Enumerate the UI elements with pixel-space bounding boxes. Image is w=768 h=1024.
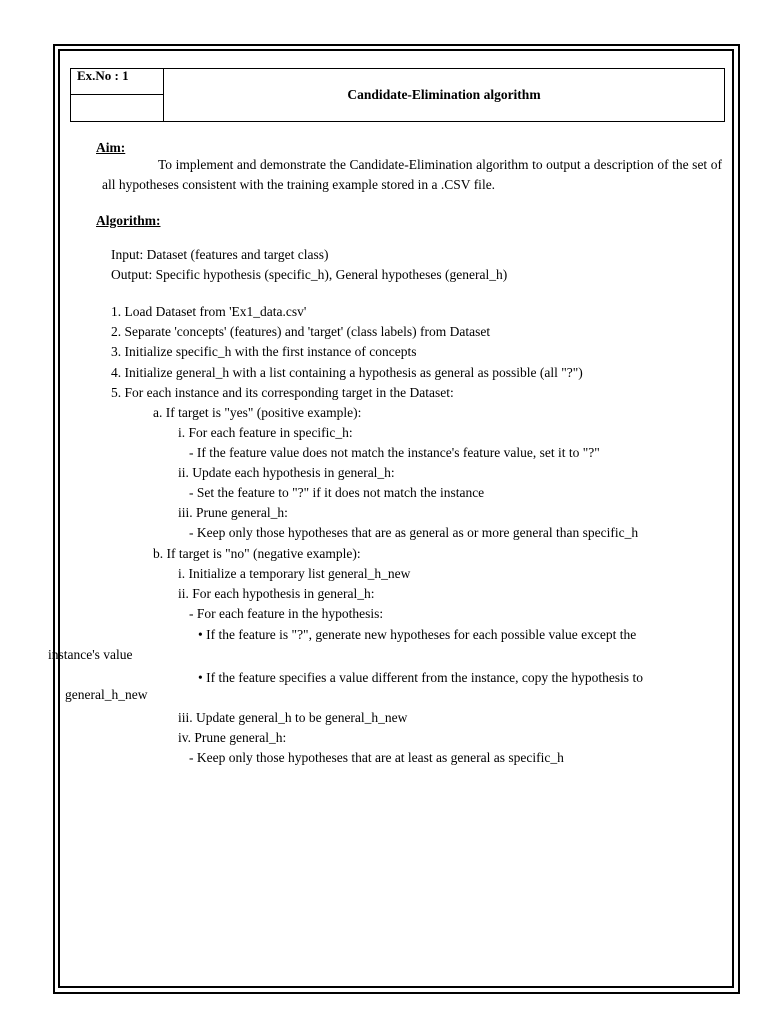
step-line: - Keep only those hypotheses that are as general as or more general than specific_h <box>189 525 639 540</box>
step-line: 1. Load Dataset from 'Ex1_data.csv' <box>111 304 307 319</box>
header-table <box>70 68 725 122</box>
step-line: • If the feature is "?", generate new hypotheses for each possible value except the <box>198 627 637 642</box>
step-line: instance's value <box>48 647 133 662</box>
step-line: - Keep only those hypotheses that are at least as general as specific_h <box>189 750 564 765</box>
step-line: b. If target is "no" (negative example): <box>153 546 361 561</box>
step-line: • If the feature specifies a value different from the instance, copy the hypothesis to <box>198 670 643 685</box>
header-left-cell <box>71 69 164 121</box>
step-line: 4. Initialize general_h with a list containing a hypothesis as general as possible (all "?") <box>111 365 583 380</box>
aim-text: To implement and demonstrate the Candidate-Elimination algorithm to output a description of the set of all hypotheses consistent with the training example stored in a .CSV file. <box>102 157 722 192</box>
algorithm-output: Output: Specific hypothesis (specific_h), General hypotheses (general_h) <box>111 267 508 282</box>
step-line: 2. Separate 'concepts' (features) and 'target' (class labels) from Dataset <box>111 324 491 339</box>
exercise-number: Ex.No : 1 <box>71 69 163 95</box>
step-line: i. Initialize a temporary list general_h_new <box>178 566 411 581</box>
step-line: iii. Prune general_h: <box>178 505 288 520</box>
step-line: i. For each feature in specific_h: <box>178 425 353 440</box>
step-line: - Set the feature to "?" if it does not match the instance <box>189 485 485 500</box>
step-line: iii. Update general_h to be general_h_new <box>178 710 408 725</box>
step-line: - For each feature in the hypothesis: <box>189 606 384 621</box>
aim-heading: Aim: <box>96 140 126 155</box>
step-line: general_h_new <box>65 687 148 702</box>
step-line: 3. Initialize specific_h with the first instance of concepts <box>111 344 417 359</box>
algorithm-heading: Algorithm: <box>96 213 161 228</box>
algorithm-input: Input: Dataset (features and target class) <box>111 247 329 262</box>
step-line: iv. Prune general_h: <box>178 730 287 745</box>
step-line: a. If target is "yes" (positive example): <box>153 405 362 420</box>
step-line: ii. For each hypothesis in general_h: <box>178 586 375 601</box>
step-line: ii. Update each hypothesis in general_h: <box>178 465 395 480</box>
step-line: 5. For each instance and its corresponding target in the Dataset: <box>111 385 454 400</box>
document-title: Candidate-Elimination algorithm <box>347 87 541 102</box>
step-line: - If the feature value does not match the instance's feature value, set it to "?" <box>189 445 600 460</box>
